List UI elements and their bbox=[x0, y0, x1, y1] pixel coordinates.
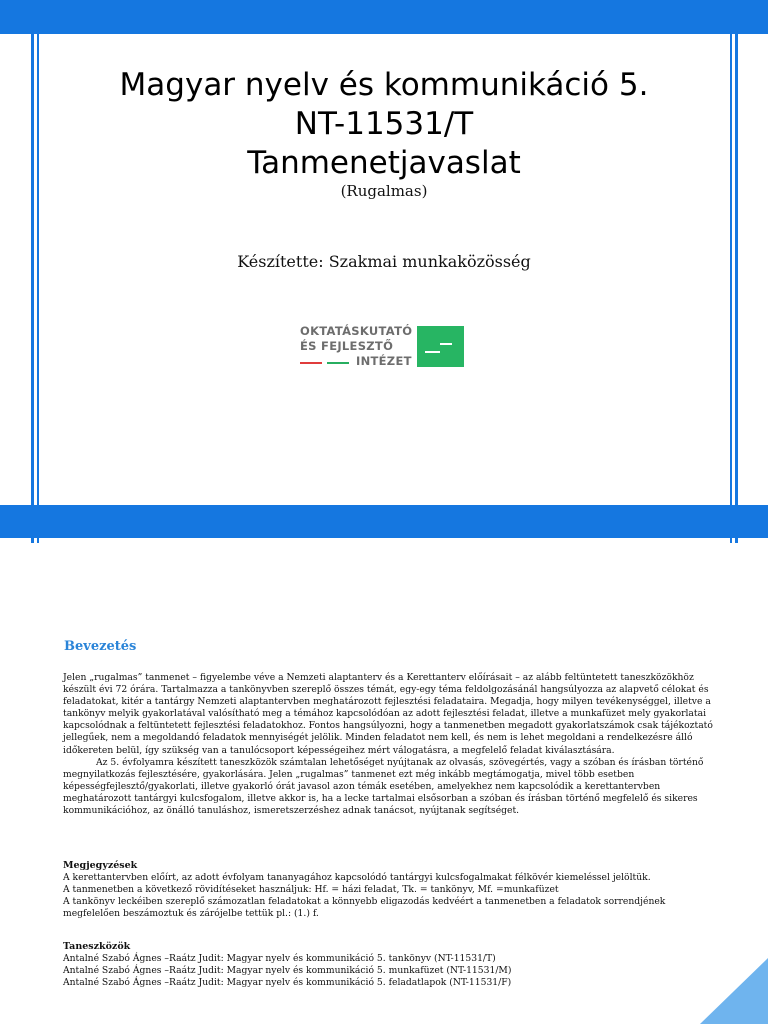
cover-title bbox=[0, 66, 768, 183]
note-line-2: A tanmenetben a következő rövidítéseket használjuk: Hf. = házi feladat, Tk. = tankönyv, Mf. =munkafüzet bbox=[63, 884, 559, 896]
corner-triangle-decoration bbox=[700, 958, 768, 1024]
cover-subtitle: (Rugalmas) bbox=[340, 182, 428, 200]
intro-paragraph-1: Jelen „rugalmas” tanmenet – figyelembe véve a Nemzeti alaptanterv és a Kerettanterv előírásait – az alább feltüntetett taneszközökhöz készült évi 72 órára. Tartalmazza a tankönyvben szereplő összes témát, egy-egy téma feldolgozásánál hangsúlyozza az alapvető célokat és feladatokat, kitér a tantárgy Nemzeti alaptantervben meghatározott fejlesztési feladataira. Megadja, hogy milyen tevékenységgel, illetve a tankönyv melyik gyakorlatával valósítható meg a témához kapcsolódóan az adott fejlesztési feladat, illetve a munkafüzet mely gyakorlatai kapcsolódnak a feltüntetett fejlesztési feladatokhoz. Fontos hangsúlyozni, hogy a tanmenetben megadott gyakorlatszámok csak tájékoztató jellegűek, nem a megoldandó feladatok mennyiségét jelölik. Minden feladatot nem kell, és nem is lehet megoldani a rendelkezésre álló időkereten belül, így szükség van a tanulócsoport képességeihez mért válogatásra, a megfelelő feladat kiválasztására. bbox=[63, 672, 713, 756]
note-line-1: A kerettantervben előírt, az adott évfolyam tananyagához kapcsolódó tantárgyi kulcsfogalmakat félkövér kiemeléssel jelöltük. bbox=[63, 872, 651, 883]
logo-green-dash bbox=[327, 362, 349, 364]
ofi-logo bbox=[300, 324, 470, 374]
tools-heading: Taneszközök bbox=[63, 941, 131, 952]
logo-line2: ÉS FEJLESZTŐ bbox=[300, 339, 394, 353]
tools-list bbox=[63, 953, 713, 989]
note-line-3: A tankönyv leckéiben szereplő számozatlan feladatokat a könnyebb eligazodás kedvéért a tanmenetben a feladatok sorrendjének megfelelően beszámoztuk és zárójelbe tettük pl.: (1.) f. bbox=[63, 896, 666, 920]
intro-heading: Bevezetés bbox=[64, 639, 137, 654]
cover-title-line2: NT-11531/T bbox=[294, 106, 474, 142]
cover-title-line3: Tanmenetjavaslat bbox=[247, 145, 521, 181]
cover-title-line1: Magyar nyelv és kommunikáció 5. bbox=[119, 67, 649, 103]
cover-bottom-band bbox=[0, 505, 768, 538]
notes-heading: Megjegyzések bbox=[63, 860, 138, 871]
intro-text bbox=[63, 672, 713, 817]
cover-top-band bbox=[0, 0, 768, 34]
logo-red-dash bbox=[300, 362, 322, 364]
tool-item: Antalné Szabó Ágnes –Raátz Judit: Magyar nyelv és kommunikáció 5. feladatlapok (NT-11531/F) bbox=[63, 977, 512, 989]
logo-line3: INTÉZET bbox=[356, 354, 412, 368]
tool-item: Antalné Szabó Ágnes –Raátz Judit: Magyar nyelv és kommunikáció 5. tankönyv (NT-11531/T) bbox=[63, 953, 496, 964]
cover-author: Készítette: Szakmai munkaközösség bbox=[237, 252, 531, 271]
logo-green-square-icon bbox=[417, 326, 464, 367]
notes-text bbox=[63, 872, 713, 920]
intro-paragraph-2: Az 5. évfolyamra készített taneszközök számtalan lehetőséget nyújtanak az olvasás, szövegértés, vagy a szóban és írásban történő megnyilatkozás fejlesztésére, gyakorlására. Jelen „rugalmas” tanmenet ezt még inkább megtámogatja, mivel több esetben képességfejlesztő/gyakorlati, illetve gyakorló órát javasol azon témák esetében, amelyekhez nem kapcsolódik a kerettantervben meghatározott tantárgyi kulcsfogalom, illetve akkor is, ha a lecke tartalmai elsősorban a szóban és írásban történő megfelelő és sikeres kommunikációhoz, az önálló tanuláshoz, ismeretszerzéshez adnak tanácsot, nyújtanak segítséget. bbox=[63, 756, 704, 817]
tool-item: Antalné Szabó Ágnes –Raátz Judit: Magyar nyelv és kommunikáció 5. munkafüzet (NT-11531/M) bbox=[63, 965, 512, 977]
logo-line1: OKTATÁSKUTATÓ bbox=[300, 324, 413, 338]
